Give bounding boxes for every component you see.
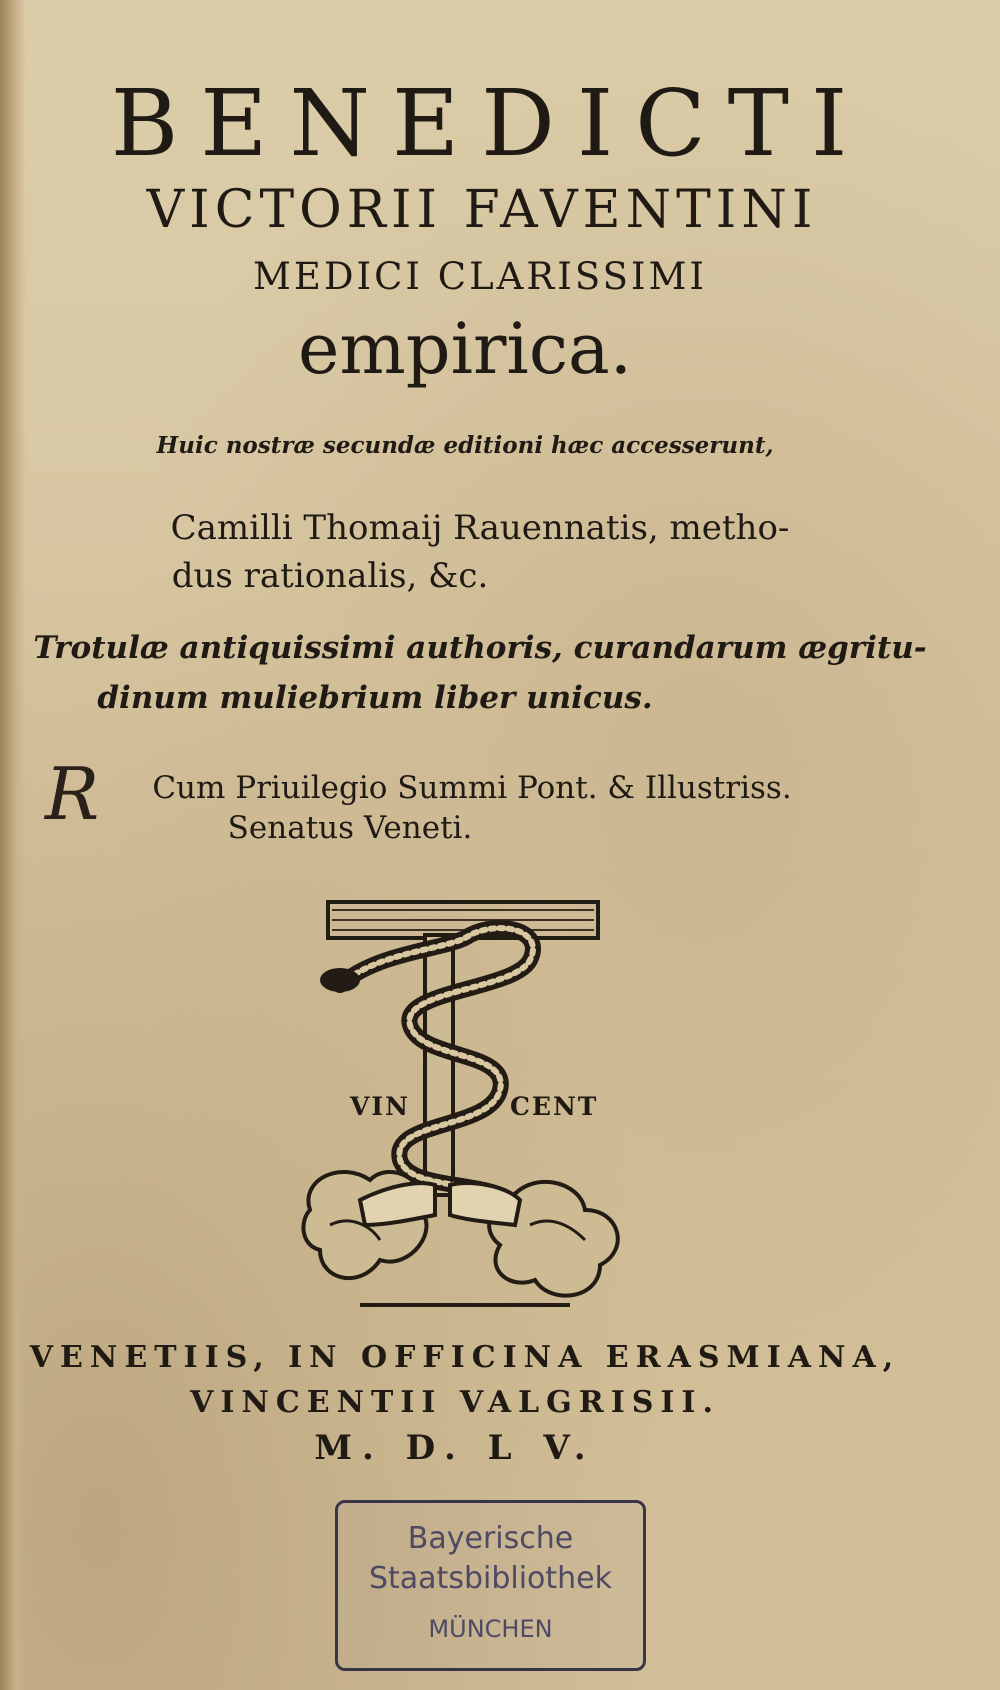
additions-intro: Huic nostræ secundæ editioni hæc accesserunt, — [156, 432, 774, 459]
stamp-line-1: Bayerische — [407, 1521, 574, 1556]
addition-1-line-2: dus rationalis, &c. — [171, 556, 489, 596]
title-line-2: VICTORII FAVENTINI — [146, 180, 818, 240]
privilege-line-2: Senatus Veneti. — [227, 810, 473, 846]
title-line-4: empirica. — [297, 308, 633, 390]
imprint-date: M. D. L V. — [314, 1428, 596, 1468]
imprint-line-2: VINCENTII VALGRISII. — [190, 1385, 720, 1420]
library-stamp — [335, 1500, 646, 1671]
addition-2-line-1: Trotulæ antiquissimi authoris, curandarum ægritu- — [33, 630, 927, 666]
title-line-3: MEDICI CLARISSIMI — [252, 255, 708, 298]
stamp-line-3: MÜNCHEN — [428, 1615, 553, 1643]
imprint-line-1: VENETIIS, IN OFFICINA ERASMIANA, — [29, 1340, 901, 1375]
privilege-line-1: Cum Priuilegio Summi Pont. & Illustriss. — [152, 770, 792, 806]
stamp-line-2: Staatsbibliothek — [368, 1561, 613, 1596]
addition-1-line-1: Camilli Thomaij Rauennatis, metho- — [170, 508, 790, 548]
addition-2-line-2: dinum muliebrium liber unicus. — [97, 680, 653, 716]
device-motto-right: CENT — [510, 1092, 599, 1121]
device-motto-left: VIN — [350, 1092, 410, 1121]
title-line-1: BENEDICTI — [110, 70, 870, 177]
handwritten-initial: R — [45, 752, 100, 836]
